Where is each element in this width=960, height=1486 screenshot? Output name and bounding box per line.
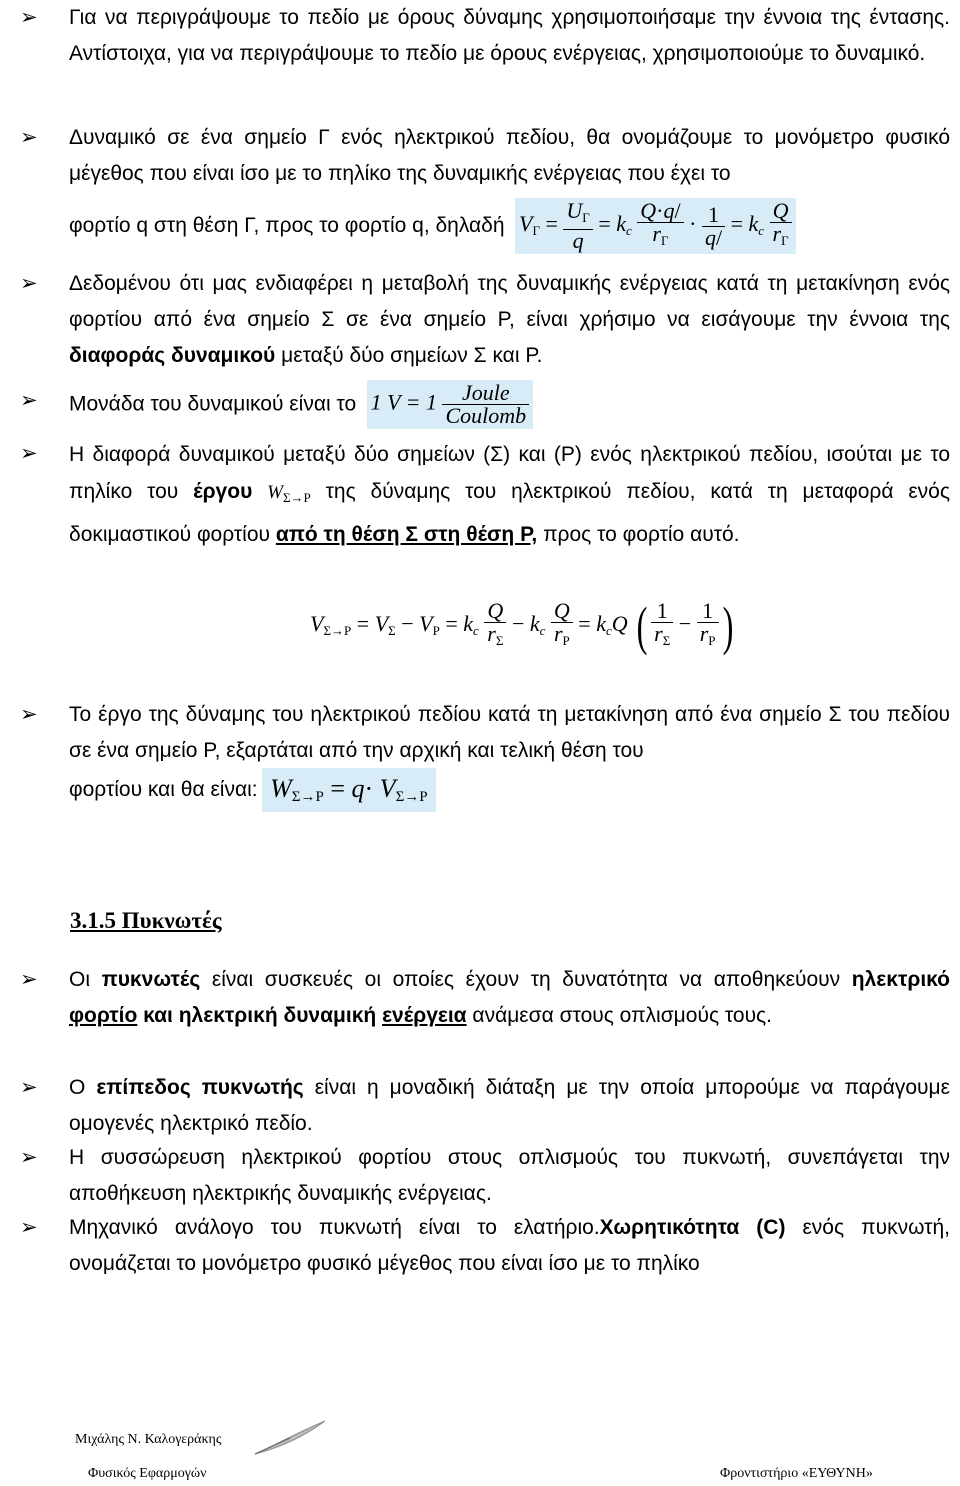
- bullet-potential-intro: [20, 0, 950, 72]
- bullet-arrow-icon: ➢: [20, 272, 38, 295]
- potential-formula-line: [69, 198, 949, 254]
- quill-icon: [250, 1418, 330, 1458]
- potential-difference-equation: $V_{\Sigma\to P} = V_\Sigma - V_P = k_c$ $\frac{Q}{r_\Sigma}$ − $k_c$ $\frac{Q}{r_P}$ = $k_cQ$ ( $\frac{1}{r_\Sigma}$ − $\frac{1}{r_P}$ ): [310, 596, 733, 656]
- bullet-capacitance: ➢ Μηχανικό ανάλογο του πυκνωτή είναι το ελατήριο.Χωρητικότητα (C) ενός πυκνωτή, ονομάζεται το μονόμετρο φυσικό μέγεθος που είναι ίσο με το πηλίκο: [20, 1210, 950, 1282]
- bullet-capacitors-definition: ➢ Οι πυκνωτές είναι συσκευές οι οποίες έχουν τη δυνατότητα να αποθηκεύουν ηλεκτρικό φορτίο και ηλεκτρική δυναμική ενέργεια ανάμεσα στους οπλισμούς τους.: [20, 962, 950, 1034]
- fraction-Q-over-rS: $\frac{Q}{r_\Sigma}$: [484, 600, 506, 652]
- bullet-arrow-icon: ➢: [20, 126, 38, 149]
- footer-role: Φυσικός Εφαρμογών: [88, 1466, 207, 1481]
- work-formula: $W_{\Sigma\to P} = q\cdot V_{\Sigma\to P}$: [262, 768, 436, 812]
- fraction-U-over-q: $\frac{U_\Gamma}{q}$: [563, 200, 592, 252]
- fraction-joule-over-coulomb: $\frac{\text{Joule}}{\text{Coulomb}}$: [442, 382, 529, 427]
- bullet-arrow-icon: ➢: [20, 1216, 38, 1239]
- bullet-charge-storage: ➢ Η συσσώρευση ηλεκτρικού φορτίου στους οπλισμούς του πυκνωτή, συνεπάγεται την αποθήκευση ηλεκτρικής δυναμικής ενέργειας.: [20, 1140, 950, 1212]
- bullet-potential-difference-definition: ➢ Η διαφορά δυναμικού μεταξύ δύο σημείων (Σ) και (Ρ) ενός ηλεκτρικού πεδίου, ισούται με το πηλίκο του έργου $W_{\Sigma\to P}$ της δύναμης του ηλεκτρικού πεδίου, κατά τη μεταφορά ενός δοκιμαστικού φορτίου από τη θέση Σ στη θέση Ρ, προς το φορτίο αυτό.: [20, 436, 950, 553]
- footer-school: Φροντιστήριο «ΕΥΘΥΝΗ»: [720, 1466, 873, 1481]
- bullet-text-line2: φορτίο q στη θέση Γ, προς το φορτίο q, δηλαδή: [69, 214, 505, 237]
- bullet-text: Για να περιγράψουμε το πεδίο με όρους δύναμης χρησιμοποιήσαμε την έννοια της έντασης. Αντίστοιχα, για να περιγράψουμε το πεδίο με όρους ενέργειας, χρησιμοποιούμε το δυναμικό.: [69, 6, 950, 65]
- bullet-arrow-icon: ➢: [20, 389, 38, 412]
- bullet-arrow-icon: ➢: [20, 1146, 38, 1169]
- footer-author: Μιχάλης Ν. Καλογεράκης: [75, 1432, 222, 1447]
- bullet-work-dependence: ➢ Το έργο της δύναμης του ηλεκτρικού πεδίου κατά τη μετακίνηση από ένα σημείο Σ του πεδίου σε ένα σημείο Ρ, εξαρτάται από την αρχική και τελική θέση του: [20, 697, 950, 769]
- bullet-arrow-icon: ➢: [20, 703, 38, 726]
- bullet-arrow-icon: ➢: [20, 1076, 38, 1099]
- section-heading: 3.1.5 Πυκνωτές: [70, 908, 222, 933]
- bullet-arrow-icon: ➢: [20, 968, 38, 991]
- fraction-1-over-q: $\frac{1}{q/}$: [702, 204, 725, 249]
- fraction-Q-over-rP: $\frac{Q}{r_P}$: [551, 600, 573, 652]
- bullet-potential-definition: [20, 120, 950, 192]
- fraction-Qq-over-r: $\frac{Q\cdot q/}{r_\Gamma}$: [637, 200, 683, 252]
- work-formula-line: φορτίου και θα είναι: $W_{\Sigma\to P} = q\cdot V_{\Sigma\to P}$: [69, 768, 436, 812]
- bullet-text-line1: Δυναμικό σε ένα σημείο Γ ενός ηλεκτρικού πεδίου, θα ονομάζουμε το μονόμετρο φυσικό μέγεθος που είναι ίσο με το πηλίκο της δυναμικής ενέργειας που έχει το: [69, 126, 950, 185]
- fraction-Q-over-r: $\frac{Q}{r_\Gamma}$: [770, 200, 792, 252]
- unit-formula: 1 V = 1 $\frac{\text{Joule}}{\text{Coulomb}}$: [367, 380, 534, 429]
- bullet-potential-difference-intro: ➢ Δεδομένου ότι μας ενδιαφέρει η μεταβολή της δυναμικής ενέργειας κατά τη μετακίνηση ενός φορτίου από ένα σημείο Σ σε ένα σημείο Ρ, είναι χρήσιμο να εισάγουμε την έννοια της διαφοράς δυναμικού μεταξύ δύο σημείων Σ και Ρ.: [20, 266, 950, 374]
- bullet-potential-unit: ➢ Μονάδα του δυναμικού είναι το 1 V = 1 $\frac{\text{Joule}}{\text{Coulomb}}$: [20, 380, 950, 429]
- fraction-1-over-rS: $\frac{1}{r_\Sigma}$: [651, 600, 673, 652]
- bullet-parallel-plate: ➢ Ο επίπεδος πυκνωτής είναι η μοναδική διάταξη με την οποία μπορούμε να παράγουμε ομογενές ηλεκτρικό πεδίο.: [20, 1070, 950, 1142]
- potential-formula: $V_\Gamma$ = $\frac{U_\Gamma}{q}$ = $k_c$ $\frac{Q\cdot q/}{r_\Gamma}$ · $\frac{1}{q/}$ = $k_c$ $\frac{Q}{r_\Gamma}$: [515, 198, 796, 254]
- fraction-1-over-rP: $\frac{1}{r_P}$: [697, 600, 719, 652]
- bullet-arrow-icon: ➢: [20, 6, 38, 29]
- bullet-arrow-icon: ➢: [20, 442, 38, 465]
- work-symbol: $W_{\Sigma\to P}$: [267, 482, 311, 505]
